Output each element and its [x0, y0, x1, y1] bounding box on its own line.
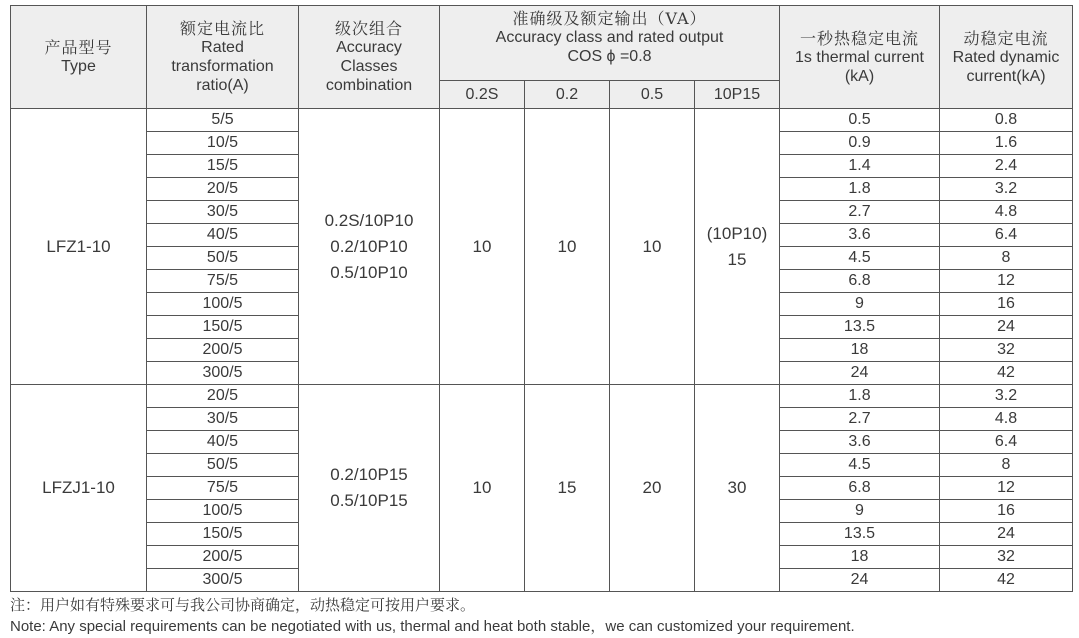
ratio-cell: 75/5	[147, 270, 299, 293]
table-row	[11, 385, 1073, 408]
table-row	[11, 109, 1073, 132]
ratio-cell: 20/5	[147, 178, 299, 201]
output-0-2s-cell	[440, 385, 525, 592]
ratio-cell: 150/5	[147, 316, 299, 339]
thermal-current-cell: 18	[780, 339, 940, 362]
header-thermal	[780, 6, 940, 109]
dynamic-current-cell: 1.6	[940, 132, 1073, 155]
header-ratio-en-1: Rated	[201, 39, 244, 56]
output-value: 10	[557, 236, 577, 256]
dynamic-current-cell: 42	[940, 362, 1073, 385]
product-type-cell: LFZJ1-10	[11, 385, 147, 592]
thermal-current-cell: 1.4	[780, 155, 940, 178]
dynamic-current-cell: 32	[940, 339, 1073, 362]
output-value: 30	[727, 478, 747, 497]
header-ratio-en-3: ratio(A)	[196, 77, 249, 94]
header-thermal-cn: 一秒热稳定电流	[799, 28, 919, 48]
header-type	[11, 6, 147, 109]
header-dynamic	[940, 6, 1073, 109]
dynamic-current-cell: 8	[940, 454, 1073, 477]
note-en: Note: Any special requirements can be negotiated with us, thermal and heat both stable，we can customized your requirement.	[10, 618, 855, 635]
class-combination: 0.2/10P15	[330, 465, 408, 484]
dynamic-current-cell: 24	[940, 316, 1073, 339]
dynamic-current-cell: 3.2	[940, 178, 1073, 201]
header-sub-0-5: 0.5	[610, 81, 695, 109]
thermal-current-cell: 9	[780, 500, 940, 523]
header-classes	[299, 6, 440, 109]
ratio-cell: 100/5	[147, 293, 299, 316]
header-ratio-en-2: transformation	[171, 58, 274, 75]
header-type-cn: 产品型号	[44, 38, 113, 57]
thermal-current-cell: 9	[780, 293, 940, 316]
thermal-current-cell: 24	[780, 569, 940, 592]
output-0-2-cell	[525, 385, 610, 592]
classes-cell	[299, 109, 440, 385]
header-accuracy-en-2: COS ϕ =0.8	[567, 48, 652, 65]
thermal-current-cell: 3.6	[780, 431, 940, 454]
header-thermal-en-2: (kA)	[844, 67, 875, 85]
ratio-cell: 200/5	[147, 546, 299, 569]
output-value: (10P10)	[706, 223, 768, 243]
thermal-current-cell: 3.6	[780, 224, 940, 247]
thermal-current-cell: 24	[780, 362, 940, 385]
class-combination: 0.2/10P10	[330, 236, 408, 256]
thermal-current-cell: 0.9	[780, 132, 940, 155]
header-accuracy-cn: 准确级及额定输出（VA）	[512, 9, 707, 28]
thermal-current-cell: 0.5	[780, 109, 940, 132]
output-0-2s-cell	[440, 109, 525, 385]
ratio-cell: 50/5	[147, 454, 299, 477]
notes	[10, 594, 1075, 638]
ratio-cell: 40/5	[147, 431, 299, 454]
dynamic-current-cell: 12	[940, 270, 1073, 293]
dynamic-current-cell: 24	[940, 523, 1073, 546]
output-value: 15	[557, 478, 577, 497]
dynamic-current-cell: 16	[940, 500, 1073, 523]
thermal-current-cell: 2.7	[780, 201, 940, 224]
dynamic-current-cell: 16	[940, 293, 1073, 316]
thermal-current-cell: 13.5	[780, 523, 940, 546]
output-0-2-cell	[525, 109, 610, 385]
thermal-current-cell: 6.8	[780, 270, 940, 293]
dynamic-current-cell: 0.8	[940, 109, 1073, 132]
dynamic-current-cell: 3.2	[940, 385, 1073, 408]
thermal-current-cell: 4.5	[780, 454, 940, 477]
dynamic-current-cell: 8	[940, 247, 1073, 270]
header-sub-0-2s: 0.2S	[440, 81, 525, 109]
thermal-current-cell: 2.7	[780, 408, 940, 431]
dynamic-current-cell: 4.8	[940, 408, 1073, 431]
dynamic-current-cell: 2.4	[940, 155, 1073, 178]
header-classes-en-1: Accuracy	[336, 39, 402, 56]
header-dynamic-cn: 动稳定电流	[963, 28, 1049, 48]
output-value: 20	[642, 478, 662, 497]
header-sub-0-2: 0.2	[525, 81, 610, 109]
ratio-cell: 200/5	[147, 339, 299, 362]
ratio-cell: 100/5	[147, 500, 299, 523]
header-classes-cn: 级次组合	[334, 19, 403, 38]
ratio-cell: 150/5	[147, 523, 299, 546]
classes-cell	[299, 385, 440, 592]
header-ratio	[147, 6, 299, 109]
spec-table	[10, 5, 1073, 592]
ratio-cell: 20/5	[147, 385, 299, 408]
ratio-cell: 30/5	[147, 201, 299, 224]
product-type-cell: LFZ1-10	[11, 109, 147, 385]
class-combination: 0.5/10P10	[330, 262, 408, 282]
thermal-current-cell: 1.8	[780, 385, 940, 408]
thermal-current-cell: 6.8	[780, 477, 940, 500]
dynamic-current-cell: 12	[940, 477, 1073, 500]
header-dynamic-en-1: Rated dynamic	[952, 48, 1060, 66]
note-cn: 注：用户如有特殊要求可与我公司协商确定，动热稳定可按用户要求。	[10, 596, 476, 614]
ratio-cell: 50/5	[147, 247, 299, 270]
output-value: 10	[642, 236, 662, 256]
ratio-cell: 300/5	[147, 362, 299, 385]
ratio-cell: 300/5	[147, 569, 299, 592]
output-10p15-cell	[695, 109, 780, 385]
header-classes-en-3: combination	[325, 77, 413, 94]
ratio-cell: 15/5	[147, 155, 299, 178]
thermal-current-cell: 18	[780, 546, 940, 569]
dynamic-current-cell: 6.4	[940, 431, 1073, 454]
header-classes-en-2: Classes	[340, 58, 398, 75]
header-accuracy	[440, 6, 780, 81]
header-accuracy-en-1: Accuracy class and rated output	[495, 29, 724, 46]
output-0-5-cell	[610, 109, 695, 385]
header-thermal-en-1: 1s thermal current	[795, 48, 924, 66]
class-combination: 0.2S/10P10	[324, 210, 414, 230]
header-dynamic-en-2: current(kA)	[966, 67, 1046, 85]
ratio-cell: 10/5	[147, 132, 299, 155]
thermal-current-cell: 13.5	[780, 316, 940, 339]
output-value: 15	[727, 249, 747, 269]
thermal-current-cell: 1.8	[780, 178, 940, 201]
output-10p15-cell	[695, 385, 780, 592]
ratio-cell: 75/5	[147, 477, 299, 500]
header-ratio-cn: 额定电流比	[179, 19, 265, 38]
output-0-5-cell	[610, 385, 695, 592]
dynamic-current-cell: 32	[940, 546, 1073, 569]
header-sub-10p15: 10P15	[695, 81, 780, 109]
header-type-en: Type	[61, 58, 96, 75]
ratio-cell: 5/5	[147, 109, 299, 132]
dynamic-current-cell: 42	[940, 569, 1073, 592]
thermal-current-cell: 4.5	[780, 247, 940, 270]
ratio-cell: 30/5	[147, 408, 299, 431]
output-value: 10	[472, 478, 492, 497]
ratio-cell: 40/5	[147, 224, 299, 247]
dynamic-current-cell: 6.4	[940, 224, 1073, 247]
class-combination: 0.5/10P15	[330, 491, 408, 510]
output-value: 10	[472, 236, 492, 256]
dynamic-current-cell: 4.8	[940, 201, 1073, 224]
